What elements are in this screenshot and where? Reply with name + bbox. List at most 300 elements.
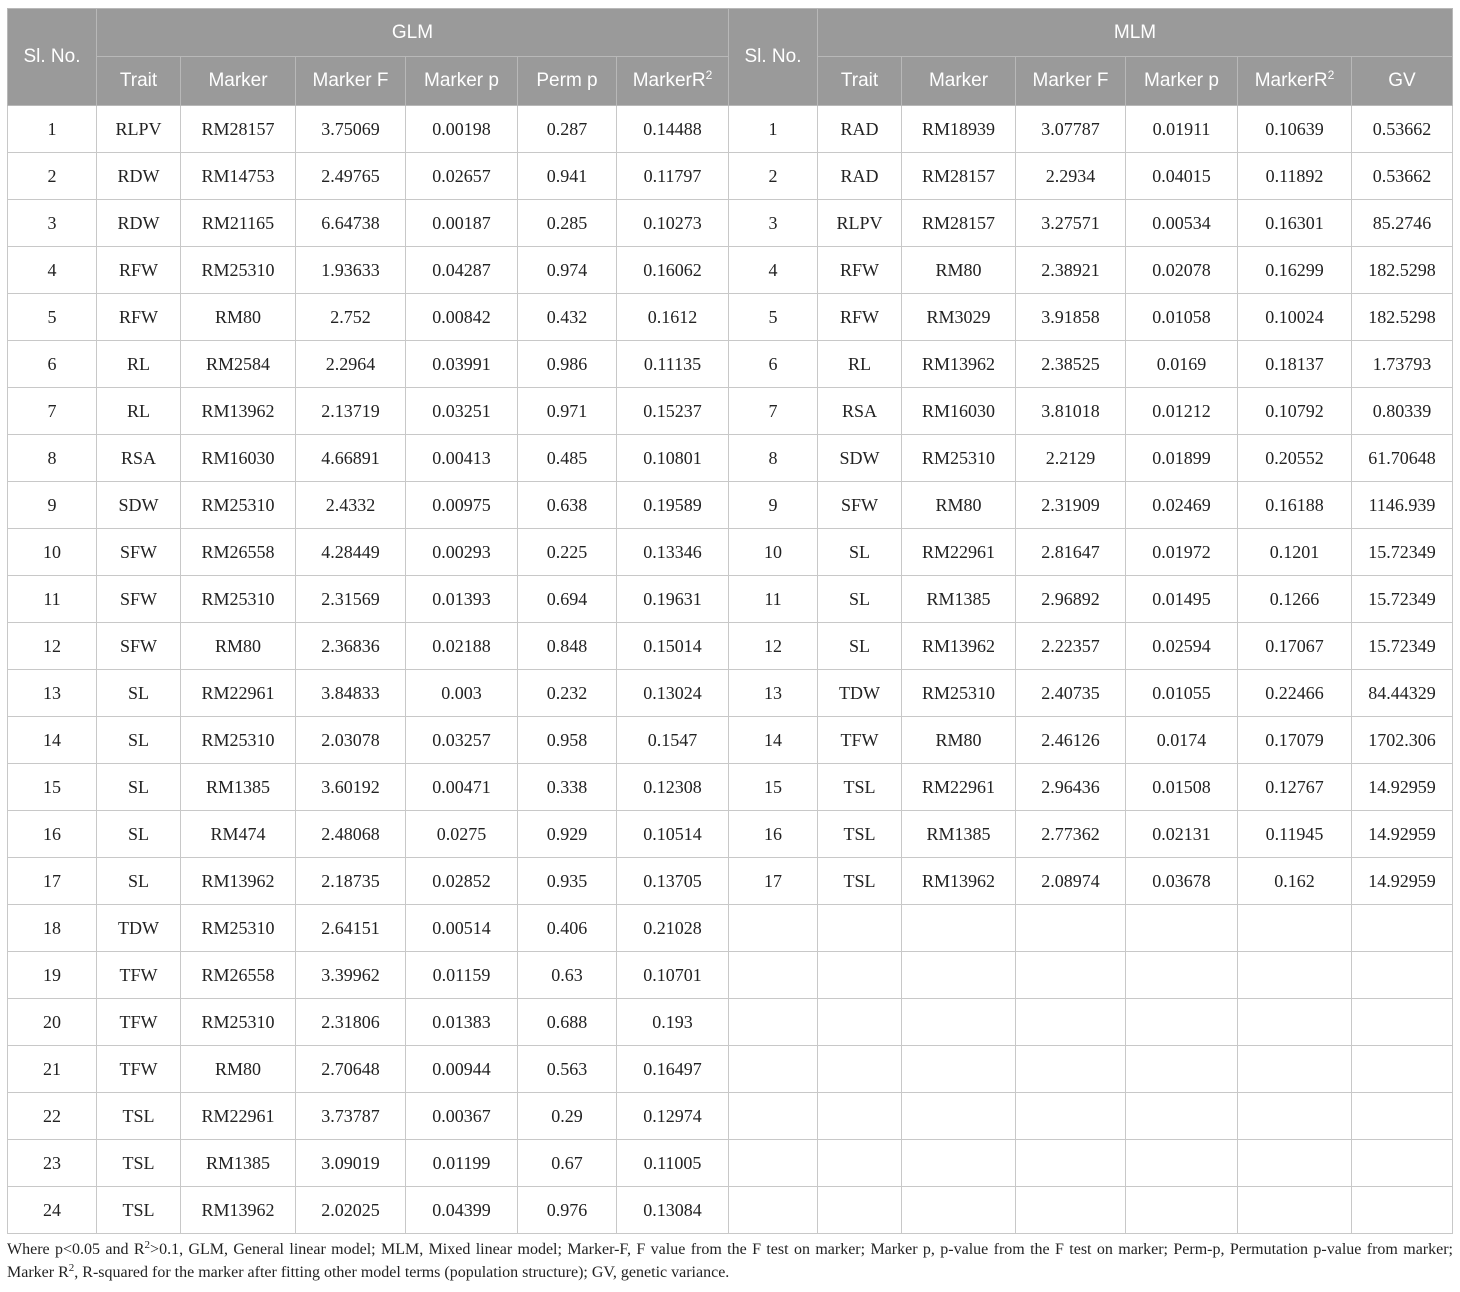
glm-perm-p-cell: 0.225	[518, 529, 617, 576]
glm-marker-p-cell: 0.00471	[406, 764, 518, 811]
mlm-sl-no-cell	[729, 905, 818, 952]
mlm-marker-cell	[902, 1046, 1016, 1093]
table-row	[8, 153, 1453, 200]
table-row	[8, 952, 1453, 999]
glm-perm-p-cell: 0.976	[518, 1187, 617, 1234]
mlm-sl-no-cell	[729, 1187, 818, 1234]
mlm-marker-cell: RM13962	[902, 341, 1016, 388]
mlm-marker-r2-cell: 0.1201	[1238, 529, 1352, 576]
table-row	[8, 905, 1453, 952]
table-footnote: Where p<0.05 and $R^2>0.1$, GLM, General linear model; MLM, Mixed linear model; Marker-F, F value from the F test on marker; Marker p, p-value from the F test on marker; Perm-p, Permutation p-value from marker; Marker $R^2$, R-squared for the marker after fitting other model terms (population structure); GV, genetic variance.	[7, 1239, 1453, 1281]
glm-marker-f-cell: 2.4332	[296, 482, 406, 529]
glm-marker-r2-cell: 0.15014	[617, 623, 729, 670]
mlm-trait-cell	[818, 952, 902, 999]
mlm-sl-no-cell	[729, 1093, 818, 1140]
glm-perm-p-cell: 0.485	[518, 435, 617, 482]
glm-marker-f-cell: 2.31806	[296, 999, 406, 1046]
glm-perm-p-cell: 0.287	[518, 106, 617, 153]
glm-marker-p-cell: 0.03991	[406, 341, 518, 388]
mlm-gv-cell	[1352, 1140, 1453, 1187]
table-row	[8, 670, 1453, 717]
glm-marker-cell: RM13962	[181, 1187, 296, 1234]
mlm-marker-cell: RM28157	[902, 153, 1016, 200]
table-row	[8, 858, 1453, 905]
table-row	[8, 1093, 1453, 1140]
mlm-marker-cell: RM25310	[902, 670, 1016, 717]
mlm-marker-f-cell: 2.46126	[1016, 717, 1126, 764]
mlm-marker-p-cell: 0.01055	[1126, 670, 1238, 717]
glm-marker-f-cell: 2.03078	[296, 717, 406, 764]
mlm-marker-r2-cell	[1238, 905, 1352, 952]
glm-marker-r2-cell: 0.11005	[617, 1140, 729, 1187]
mlm-marker-p-cell: 0.02131	[1126, 811, 1238, 858]
table-row	[8, 294, 1453, 341]
mlm-marker-f-cell: 3.27571	[1016, 200, 1126, 247]
mlm-marker-r2-cell: 0.22466	[1238, 670, 1352, 717]
glm-marker-f-cell: 2.48068	[296, 811, 406, 858]
glm-sl-no-cell: 14	[8, 717, 97, 764]
mlm-marker-p-cell: 0.02469	[1126, 482, 1238, 529]
mlm-marker-r2-cell: 0.20552	[1238, 435, 1352, 482]
glm-marker-p-header: Marker p	[406, 57, 518, 106]
glm-sl-no-cell: 16	[8, 811, 97, 858]
glm-marker-r2-header: MarkerR$^2$	[617, 57, 729, 106]
table-row	[8, 1187, 1453, 1234]
mlm-marker-p-cell	[1126, 952, 1238, 999]
table-row	[8, 200, 1453, 247]
mlm-sl-no-cell: 12	[729, 623, 818, 670]
table-row	[8, 482, 1453, 529]
mlm-marker-header: Marker	[902, 57, 1016, 106]
glm-marker-p-cell: 0.00367	[406, 1093, 518, 1140]
glm-trait-header: Trait	[97, 57, 181, 106]
table-row	[8, 341, 1453, 388]
mlm-gv-cell: 15.72349	[1352, 623, 1453, 670]
mlm-marker-r2-cell: 0.17067	[1238, 623, 1352, 670]
mlm-marker-cell: RM22961	[902, 529, 1016, 576]
mlm-marker-cell	[902, 952, 1016, 999]
mlm-gv-cell	[1352, 1046, 1453, 1093]
glm-marker-f-cell: 1.93633	[296, 247, 406, 294]
glm-sl-no-cell: 9	[8, 482, 97, 529]
mlm-marker-cell: RM80	[902, 482, 1016, 529]
table-row	[8, 388, 1453, 435]
mlm-marker-f-cell: 2.22357	[1016, 623, 1126, 670]
glm-marker-cell: RM2584	[181, 341, 296, 388]
glm-trait-cell: SL	[97, 670, 181, 717]
mlm-marker-p-cell	[1126, 1187, 1238, 1234]
mlm-marker-r2-cell	[1238, 1187, 1352, 1234]
glm-marker-cell: RM1385	[181, 764, 296, 811]
glm-marker-p-cell: 0.01199	[406, 1140, 518, 1187]
glm-sl-no-cell: 7	[8, 388, 97, 435]
mlm-marker-r2-cell: 0.16301	[1238, 200, 1352, 247]
mlm-gv-cell	[1352, 1187, 1453, 1234]
glm-trait-cell: SFW	[97, 623, 181, 670]
mlm-marker-f-cell: 2.08974	[1016, 858, 1126, 905]
glm-marker-p-cell: 0.01159	[406, 952, 518, 999]
glm-marker-f-cell: 2.36836	[296, 623, 406, 670]
table-row	[8, 435, 1453, 482]
glm-trait-cell: TDW	[97, 905, 181, 952]
mlm-marker-cell	[902, 1140, 1016, 1187]
glm-perm-p-cell: 0.986	[518, 341, 617, 388]
mlm-marker-r2-cell: 0.1266	[1238, 576, 1352, 623]
glm-marker-f-cell: 3.75069	[296, 106, 406, 153]
glm-sl-no-cell: 10	[8, 529, 97, 576]
table-row	[8, 1140, 1453, 1187]
mlm-trait-cell: RLPV	[818, 200, 902, 247]
glm-trait-cell: RFW	[97, 247, 181, 294]
mlm-trait-cell: TSL	[818, 764, 902, 811]
glm-sl-no-cell: 18	[8, 905, 97, 952]
mlm-marker-f-cell	[1016, 952, 1126, 999]
glm-marker-cell: RM25310	[181, 905, 296, 952]
glm-marker-f-cell: 2.13719	[296, 388, 406, 435]
mlm-marker-cell: RM13962	[902, 858, 1016, 905]
mlm-marker-f-cell: 2.40735	[1016, 670, 1126, 717]
mlm-marker-p-cell	[1126, 999, 1238, 1046]
mlm-marker-r2-header: MarkerR$^2$	[1238, 57, 1352, 106]
table-row	[8, 811, 1453, 858]
mlm-sl-no-cell: 2	[729, 153, 818, 200]
glm-perm-p-cell: 0.958	[518, 717, 617, 764]
glm-marker-f-cell: 2.02025	[296, 1187, 406, 1234]
mlm-marker-r2-cell: 0.12767	[1238, 764, 1352, 811]
glm-sl-no-cell: 17	[8, 858, 97, 905]
mlm-marker-r2-cell: 0.18137	[1238, 341, 1352, 388]
mlm-marker-f-cell: 2.38525	[1016, 341, 1126, 388]
mlm-trait-cell	[818, 1187, 902, 1234]
glm-marker-cell: RM80	[181, 623, 296, 670]
mlm-sl-no-cell: 17	[729, 858, 818, 905]
mlm-marker-r2-cell	[1238, 1046, 1352, 1093]
mlm-marker-r2-cell: 0.10639	[1238, 106, 1352, 153]
glm-sl-no-cell: 8	[8, 435, 97, 482]
mlm-marker-r2-cell: 0.11892	[1238, 153, 1352, 200]
glm-sl-no-header: Sl. No.	[8, 9, 97, 106]
glm-marker-cell: RM14753	[181, 153, 296, 200]
glm-trait-cell: TSL	[97, 1093, 181, 1140]
glm-trait-cell: SL	[97, 858, 181, 905]
mlm-sl-no-cell: 9	[729, 482, 818, 529]
glm-sl-no-cell: 13	[8, 670, 97, 717]
mlm-trait-cell: SL	[818, 529, 902, 576]
mlm-marker-cell: RM16030	[902, 388, 1016, 435]
mlm-marker-p-cell: 0.01495	[1126, 576, 1238, 623]
glm-perm-p-cell: 0.67	[518, 1140, 617, 1187]
mlm-sl-no-cell: 10	[729, 529, 818, 576]
glm-marker-p-cell: 0.04287	[406, 247, 518, 294]
mlm-trait-cell: RFW	[818, 247, 902, 294]
glm-marker-r2-cell: 0.10801	[617, 435, 729, 482]
glm-sl-no-cell: 2	[8, 153, 97, 200]
mlm-sl-no-cell	[729, 1140, 818, 1187]
mlm-marker-cell: RM13962	[902, 623, 1016, 670]
mlm-trait-cell: RAD	[818, 153, 902, 200]
glm-trait-cell: SL	[97, 717, 181, 764]
glm-trait-cell: SL	[97, 764, 181, 811]
glm-marker-cell: RM21165	[181, 200, 296, 247]
mlm-gv-cell	[1352, 999, 1453, 1046]
glm-perm-p-cell: 0.935	[518, 858, 617, 905]
glm-marker-p-cell: 0.003	[406, 670, 518, 717]
mlm-sl-no-cell	[729, 1046, 818, 1093]
mlm-marker-f-cell: 2.96436	[1016, 764, 1126, 811]
glm-marker-r2-cell: 0.16062	[617, 247, 729, 294]
glm-marker-cell: RM25310	[181, 482, 296, 529]
mlm-trait-cell: RFW	[818, 294, 902, 341]
mlm-gv-cell	[1352, 905, 1453, 952]
glm-sl-no-cell: 1	[8, 106, 97, 153]
mlm-marker-f-cell: 2.96892	[1016, 576, 1126, 623]
glm-marker-p-cell: 0.00293	[406, 529, 518, 576]
mlm-trait-cell	[818, 1140, 902, 1187]
mlm-marker-f-cell: 2.77362	[1016, 811, 1126, 858]
glm-perm-p-cell: 0.941	[518, 153, 617, 200]
glm-trait-cell: SFW	[97, 529, 181, 576]
mlm-gv-cell: 182.5298	[1352, 247, 1453, 294]
glm-perm-p-cell: 0.563	[518, 1046, 617, 1093]
glm-marker-f-cell: 4.66891	[296, 435, 406, 482]
mlm-marker-cell	[902, 1187, 1016, 1234]
glm-perm-p-cell: 0.638	[518, 482, 617, 529]
glm-marker-r2-cell: 0.15237	[617, 388, 729, 435]
glm-marker-f-cell: 6.64738	[296, 200, 406, 247]
glm-trait-cell: SDW	[97, 482, 181, 529]
table-header	[8, 9, 1453, 106]
document	[7, 8, 1452, 1234]
table-row	[8, 106, 1453, 153]
glm-marker-cell: RM25310	[181, 247, 296, 294]
mlm-marker-r2-cell	[1238, 1093, 1352, 1140]
glm-marker-r2-cell: 0.16497	[617, 1046, 729, 1093]
mlm-marker-f-header: Marker F	[1016, 57, 1126, 106]
glm-marker-cell: RM80	[181, 294, 296, 341]
glm-trait-cell: RDW	[97, 153, 181, 200]
mlm-trait-cell	[818, 1093, 902, 1140]
glm-perm-p-cell: 0.848	[518, 623, 617, 670]
mlm-marker-f-cell	[1016, 1046, 1126, 1093]
glm-perm-p-cell: 0.232	[518, 670, 617, 717]
mlm-marker-cell	[902, 905, 1016, 952]
glm-marker-p-cell: 0.0275	[406, 811, 518, 858]
mlm-marker-p-cell	[1126, 1093, 1238, 1140]
mlm-sl-no-cell: 7	[729, 388, 818, 435]
mlm-sl-no-cell: 5	[729, 294, 818, 341]
mlm-marker-p-cell: 0.02594	[1126, 623, 1238, 670]
mlm-marker-p-cell: 0.01058	[1126, 294, 1238, 341]
mlm-marker-r2-cell	[1238, 952, 1352, 999]
mlm-marker-r2-cell	[1238, 999, 1352, 1046]
mlm-gv-cell: 15.72349	[1352, 529, 1453, 576]
glm-trait-cell: RL	[97, 341, 181, 388]
glm-group-header: GLM	[97, 9, 729, 57]
mlm-marker-p-cell	[1126, 1046, 1238, 1093]
mlm-marker-f-cell: 2.31909	[1016, 482, 1126, 529]
glm-perm-p-cell: 0.694	[518, 576, 617, 623]
glm-sl-no-cell: 20	[8, 999, 97, 1046]
glm-marker-cell: RM13962	[181, 388, 296, 435]
mlm-gv-cell: 14.92959	[1352, 811, 1453, 858]
table-row	[8, 247, 1453, 294]
mlm-marker-f-cell	[1016, 1093, 1126, 1140]
glm-sl-no-cell: 6	[8, 341, 97, 388]
glm-marker-r2-cell: 0.10514	[617, 811, 729, 858]
glm-sl-no-cell: 21	[8, 1046, 97, 1093]
mlm-trait-cell: SDW	[818, 435, 902, 482]
mlm-marker-cell: RM1385	[902, 576, 1016, 623]
mlm-marker-r2-cell: 0.16188	[1238, 482, 1352, 529]
header-row-groups	[8, 9, 1453, 57]
glm-marker-p-cell: 0.01393	[406, 576, 518, 623]
glm-perm-p-cell: 0.971	[518, 388, 617, 435]
mlm-marker-f-cell	[1016, 999, 1126, 1046]
mlm-marker-p-cell: 0.0174	[1126, 717, 1238, 764]
glm-marker-cell: RM26558	[181, 529, 296, 576]
glm-marker-r2-cell: 0.12974	[617, 1093, 729, 1140]
glm-trait-cell: RL	[97, 388, 181, 435]
glm-marker-r2-cell: 0.11797	[617, 153, 729, 200]
mlm-marker-f-cell: 2.2934	[1016, 153, 1126, 200]
mlm-sl-no-cell: 6	[729, 341, 818, 388]
glm-marker-f-cell: 3.84833	[296, 670, 406, 717]
mlm-marker-r2-cell: 0.10792	[1238, 388, 1352, 435]
mlm-trait-cell: SL	[818, 623, 902, 670]
glm-trait-cell: RSA	[97, 435, 181, 482]
mlm-trait-cell: SFW	[818, 482, 902, 529]
glm-marker-r2-cell: 0.10273	[617, 200, 729, 247]
glm-marker-p-cell: 0.03251	[406, 388, 518, 435]
mlm-gv-cell: 61.70648	[1352, 435, 1453, 482]
mlm-trait-cell	[818, 999, 902, 1046]
glm-marker-p-cell: 0.02657	[406, 153, 518, 200]
glm-trait-cell: TSL	[97, 1187, 181, 1234]
mlm-trait-cell: RL	[818, 341, 902, 388]
glm-marker-header: Marker	[181, 57, 296, 106]
glm-marker-p-cell: 0.02188	[406, 623, 518, 670]
glm-marker-p-cell: 0.00944	[406, 1046, 518, 1093]
glm-trait-cell: TFW	[97, 952, 181, 999]
glm-marker-cell: RM25310	[181, 999, 296, 1046]
mlm-gv-cell: 1.73793	[1352, 341, 1453, 388]
mlm-marker-f-cell	[1016, 905, 1126, 952]
mlm-sl-no-cell: 8	[729, 435, 818, 482]
mlm-marker-cell: RM22961	[902, 764, 1016, 811]
mlm-trait-cell: TSL	[818, 811, 902, 858]
glm-marker-r2-cell: 0.14488	[617, 106, 729, 153]
mlm-marker-cell: RM28157	[902, 200, 1016, 247]
glm-sl-no-cell: 4	[8, 247, 97, 294]
mlm-marker-f-cell	[1016, 1140, 1126, 1187]
mlm-marker-p-cell: 0.01899	[1126, 435, 1238, 482]
mlm-gv-cell: 85.2746	[1352, 200, 1453, 247]
mlm-trait-cell: TFW	[818, 717, 902, 764]
glm-marker-f-cell: 2.49765	[296, 153, 406, 200]
glm-sl-no-cell: 12	[8, 623, 97, 670]
mlm-gv-cell	[1352, 952, 1453, 999]
mlm-marker-f-cell: 2.2129	[1016, 435, 1126, 482]
mlm-gv-cell: 14.92959	[1352, 858, 1453, 905]
mlm-sl-no-cell: 13	[729, 670, 818, 717]
table-row	[8, 764, 1453, 811]
glm-marker-p-cell: 0.00413	[406, 435, 518, 482]
glm-trait-cell: RFW	[97, 294, 181, 341]
mlm-marker-cell: RM1385	[902, 811, 1016, 858]
mlm-marker-cell: RM25310	[902, 435, 1016, 482]
glm-marker-p-cell: 0.02852	[406, 858, 518, 905]
glm-marker-p-cell: 0.01383	[406, 999, 518, 1046]
glm-perm-p-cell: 0.432	[518, 294, 617, 341]
mlm-trait-header: Trait	[818, 57, 902, 106]
mlm-marker-p-header: Marker p	[1126, 57, 1238, 106]
glm-marker-r2-cell: 0.10701	[617, 952, 729, 999]
mlm-gv-cell: 84.44329	[1352, 670, 1453, 717]
glm-marker-f-cell: 2.752	[296, 294, 406, 341]
mlm-sl-no-cell: 4	[729, 247, 818, 294]
mlm-marker-p-cell: 0.01508	[1126, 764, 1238, 811]
glm-marker-r2-cell: 0.13705	[617, 858, 729, 905]
mlm-marker-r2-cell: 0.162	[1238, 858, 1352, 905]
mlm-gv-cell: 1702.306	[1352, 717, 1453, 764]
mlm-trait-cell	[818, 905, 902, 952]
glm-marker-r2-cell: 0.13024	[617, 670, 729, 717]
glm-marker-p-cell: 0.00187	[406, 200, 518, 247]
glm-marker-r2-cell: 0.11135	[617, 341, 729, 388]
table-body	[8, 106, 1453, 1234]
mlm-marker-p-cell: 0.01911	[1126, 106, 1238, 153]
glm-marker-r2-cell: 0.1547	[617, 717, 729, 764]
mlm-marker-cell: RM3029	[902, 294, 1016, 341]
glm-marker-r2-cell: 0.21028	[617, 905, 729, 952]
glm-trait-cell: RLPV	[97, 106, 181, 153]
glm-sl-no-cell: 19	[8, 952, 97, 999]
glm-marker-r2-cell: 0.19631	[617, 576, 729, 623]
mlm-marker-p-cell: 0.00534	[1126, 200, 1238, 247]
table-row	[8, 576, 1453, 623]
glm-marker-cell: RM22961	[181, 670, 296, 717]
mlm-marker-f-cell: 3.07787	[1016, 106, 1126, 153]
mlm-marker-p-cell: 0.0169	[1126, 341, 1238, 388]
glm-marker-r2-cell: 0.19589	[617, 482, 729, 529]
glm-marker-cell: RM26558	[181, 952, 296, 999]
glm-sl-no-cell: 5	[8, 294, 97, 341]
mlm-sl-no-cell: 3	[729, 200, 818, 247]
glm-trait-cell: TFW	[97, 1046, 181, 1093]
glm-marker-p-cell: 0.00842	[406, 294, 518, 341]
mlm-sl-no-cell: 14	[729, 717, 818, 764]
glm-marker-f-cell: 2.70648	[296, 1046, 406, 1093]
glm-marker-cell: RM13962	[181, 858, 296, 905]
mlm-marker-p-cell: 0.01212	[1126, 388, 1238, 435]
mlm-marker-r2-cell: 0.10024	[1238, 294, 1352, 341]
glm-marker-f-cell: 3.73787	[296, 1093, 406, 1140]
mlm-marker-p-cell: 0.01972	[1126, 529, 1238, 576]
glm-trait-cell: TFW	[97, 999, 181, 1046]
glm-marker-p-cell: 0.00514	[406, 905, 518, 952]
glm-marker-cell: RM22961	[181, 1093, 296, 1140]
table-row	[8, 529, 1453, 576]
table-row	[8, 623, 1453, 670]
mlm-marker-f-cell	[1016, 1187, 1126, 1234]
table-row	[8, 999, 1453, 1046]
glm-perm-p-cell: 0.974	[518, 247, 617, 294]
glm-marker-r2-cell: 0.193	[617, 999, 729, 1046]
glm-marker-r2-cell: 0.12308	[617, 764, 729, 811]
mlm-marker-cell: RM18939	[902, 106, 1016, 153]
mlm-sl-no-cell: 1	[729, 106, 818, 153]
glm-marker-f-cell: 2.18735	[296, 858, 406, 905]
